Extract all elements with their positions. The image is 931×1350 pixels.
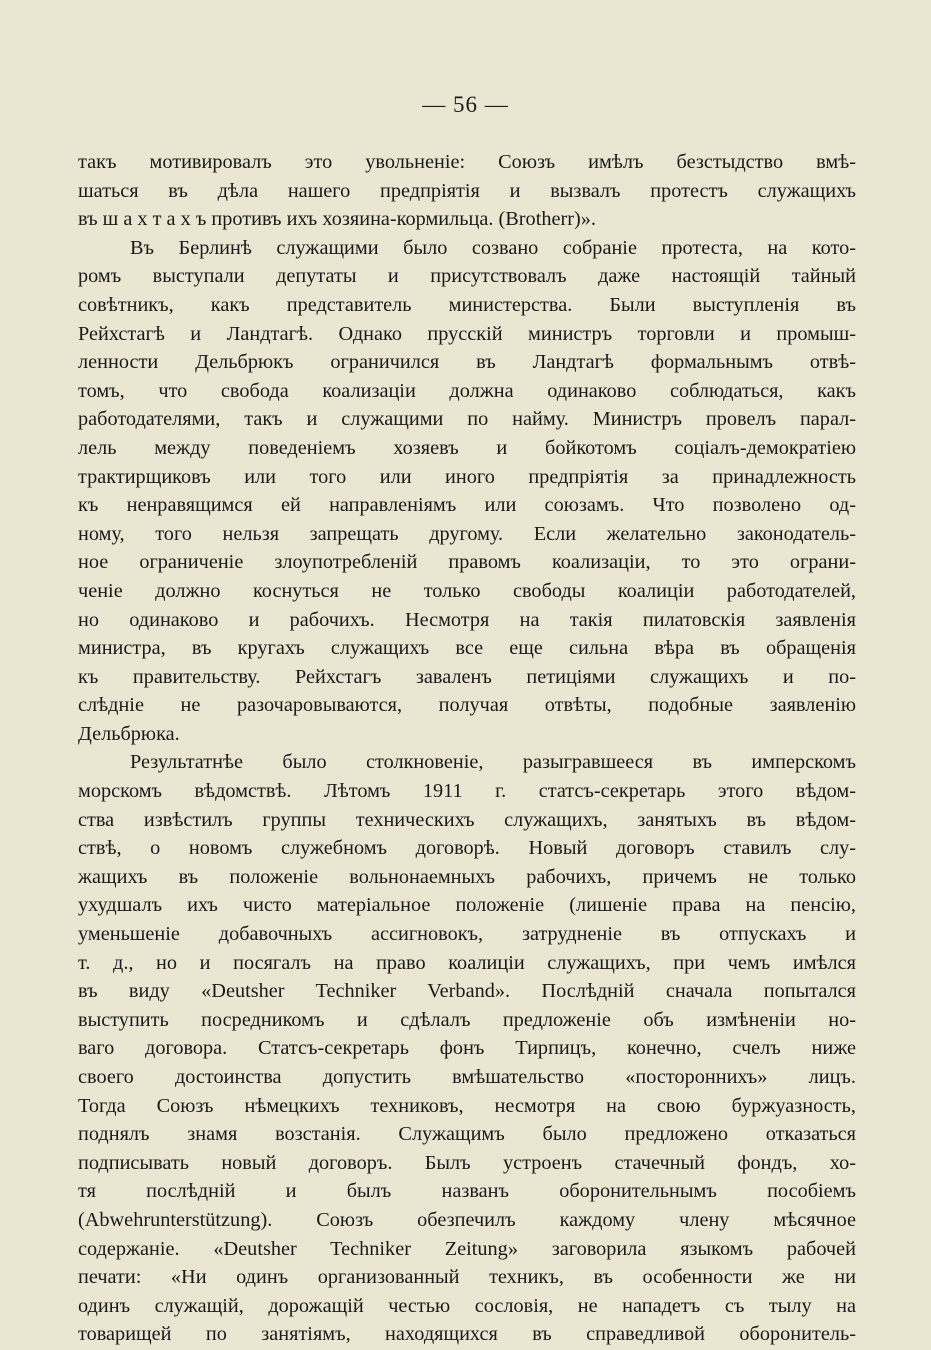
text-line: ромъ выступали депутаты и присутствовалъ даже настоящій тайный [78,265,856,288]
text-line: работодателями, такъ и служащими по найму. Министръ провелъ парал- [78,408,856,431]
text-line: къ ненравящимся ей направленіямъ или союзамъ. Что позволено од- [78,494,856,517]
text-line: ное ограниченіе злоупотребленій правомъ коализаціи, то это ограни- [78,551,856,574]
paragraph [78,148,856,234]
text-line: Результатнѣе было столкновеніе, разыгравшееся въ имперскомъ [130,751,856,774]
text-line: Дельбрюка. [78,722,180,745]
text-line: тя послѣдній и былъ названъ оборонительнымъ пособіемъ [78,1180,856,1203]
text-line: жащихъ въ положеніе вольнонаемныхъ рабочихъ, причемъ не только [78,865,856,888]
text-line: ваго договора. Статсъ-секретарь фонъ Тирпицъ, конечно, счелъ ниже [78,1037,856,1060]
text-line: совѣтникъ, какъ представитель министерства. Были выступленія въ [78,293,856,316]
text-line: морскомъ вѣдомствѣ. Лѣтомъ 1911 г. статсъ-секретарь этого вѣдом- [78,780,856,803]
text-line: ухудшалъ ихъ чисто матеріальное положеніе (лишеніе права на пенсію, [78,894,856,917]
text-line: выступить посредникомъ и сдѣлалъ предложеніе объ измѣненіи но- [78,1008,856,1031]
text-line: одинъ служащій, дорожащій честью сословія, не нападетъ съ тылу на [78,1294,856,1317]
text-line: томъ, что свобода коализаціи должна одинаково соблюдаться, какъ [78,379,856,402]
text-line: слѣдніе не разочаровываются, получая отвѣты, подобные заявленію [78,694,856,717]
text-line: т. д., но и посягалъ на право коалиціи служащихъ, при чемъ имѣлся [78,951,856,974]
text-line: уменьшеніе добавочныхъ ассигновокъ, затрудненіе въ отпускахъ и [78,923,856,946]
text-line: трактирщиковъ или того или иного предпріятія за принадлежность [78,465,856,488]
text-line: подписывать новый договоръ. Былъ устроенъ стачечный фондъ, хо- [78,1151,856,1174]
text-line: лель между поведеніемъ хозяевъ и бойкотомъ соціалъ-демократіею [78,436,856,459]
text-line: такъ мотивировалъ это увольненіе: Союзъ имѣлъ безстыдство вмѣ- [78,151,856,173]
body-text [78,148,856,1349]
text-line: Рейхстагѣ и Ландтагѣ. Однако прусскій министръ торговли и промыш- [78,322,856,345]
text-line: шаться въ дѣла нашего предпріятія и вызвалъ протестъ служащихъ [78,179,856,202]
text-line: Тогда Союзъ нѣмецкихъ техниковъ, несмотря на свою буржуазность, [78,1094,856,1117]
text-line: министра, въ кругахъ служащихъ все еще сильна вѣра въ обращенія [78,637,856,660]
text-line: содержаніе. «Deutsher Techniker Zeitung» заговорила языкомъ рабочей [78,1237,856,1260]
text-line: товарищей по занятіямъ, находящихся въ справедливой оборонитель- [78,1323,856,1346]
text-line: ствѣ, о новомъ служебномъ договорѣ. Новый договоръ ставилъ слу- [78,837,856,860]
text-line: въ ш а х т а х ъ противъ ихъ хозяина-кормильца. (Brotherr)». [78,208,596,231]
text-line: печати: «Ни одинъ организованный техникъ, въ особенности же ни [78,1266,856,1289]
text-line: но одинаково и рабочихъ. Несмотря на такія пилатовскія заявленія [78,608,856,631]
paragraph [78,748,856,1348]
text-line: ному, того нельзя запрещать другому. Если желательно законодатель- [78,522,856,545]
text-line: поднялъ знамя возстанія. Служащимъ было предложено отказаться [78,1123,856,1146]
paragraph [78,234,856,749]
text-line: къ правительству. Рейхстагъ заваленъ петиціями служащихъ и по- [78,665,856,688]
text-line: ства извѣстилъ группы техническихъ служащихъ, занятыхъ въ вѣдом- [78,808,856,831]
text-line: (Abwehrunterstützung). Союзъ обезпечилъ каждому члену мѣсячное [78,1208,856,1231]
page-number: — 56 — [422,92,509,117]
text-line: ченіе должно коснуться не только свободы коалиціи работодателей, [78,579,856,602]
text-line: ленности Дельбрюкъ ограничился въ Ландтагѣ формальнымъ отвѣ- [78,351,856,374]
text-line: своего достоинства допустить вмѣшательство «постороннихъ» лицъ. [78,1066,856,1088]
text-line: Въ Берлинѣ служащими было созвано собраніе протеста, на кото- [130,236,856,259]
text-line: въ виду «Deutsher Techniker Verband». Послѣдній сначала попытался [78,980,856,1003]
